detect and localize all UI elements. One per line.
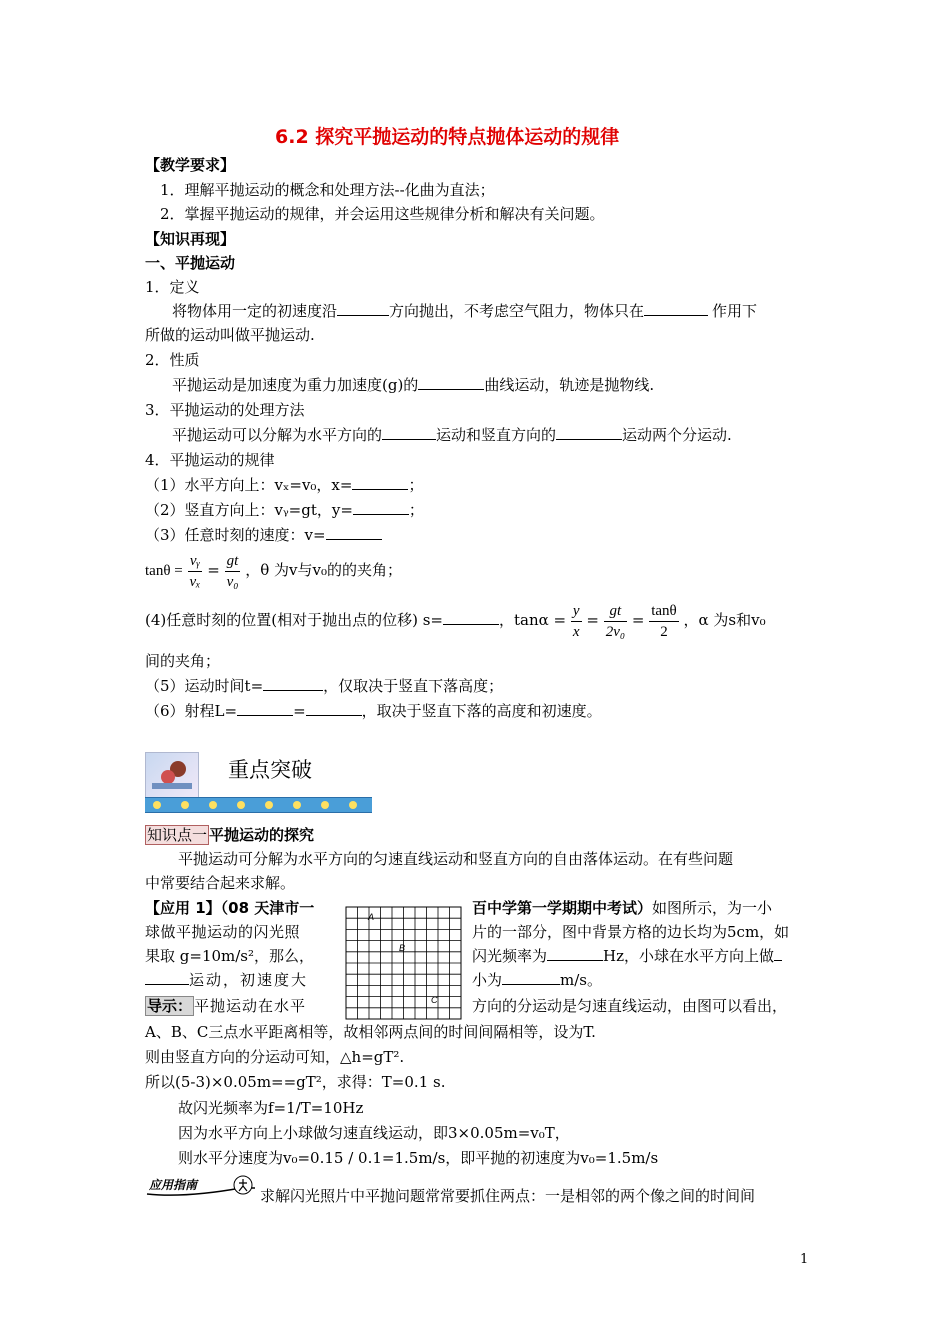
- tan-lhs: tanθ =: [145, 563, 183, 579]
- law-1-end: ；: [408, 476, 424, 494]
- blank: [443, 610, 499, 625]
- blank: [145, 970, 189, 985]
- solution-line: 因为水平方向上小球做匀速直线运动，即3×0.05m=v₀T，: [178, 1124, 570, 1142]
- law-1-text: （1）水平方向上：vₓ=v₀，x=: [145, 476, 353, 494]
- denominator: v₀: [226, 573, 239, 590]
- def-line: [172, 301, 757, 321]
- blank: [326, 525, 382, 540]
- law-5-text-a: （5）运动时间t=: [145, 677, 264, 695]
- app-line-5-left: [145, 996, 306, 1016]
- law-6: [145, 701, 602, 721]
- denominator: 2v₀: [605, 623, 626, 640]
- app-line-5-right: 方向的分运动是匀速直线运动，由图可以看出，: [472, 997, 788, 1015]
- app-text: m/s。: [560, 971, 602, 989]
- numerator: gt: [604, 601, 627, 622]
- blank: [547, 946, 603, 961]
- kp-title: 平抛运动的探究: [209, 826, 315, 844]
- app-line-2-left: 球做平抛运动的闪光照: [145, 923, 301, 941]
- tip-badge-text: 应用指南: [149, 1178, 198, 1192]
- prop-line: [172, 375, 654, 395]
- section-heading: 一、平抛运动: [145, 254, 236, 272]
- kp-paragraph-cont: 中常要结合起来求解。: [145, 874, 296, 892]
- app-text: 平抛运动在水平: [194, 997, 307, 1015]
- app-text: 如图所示，为一小: [652, 899, 773, 917]
- guide-tag: 导示：: [147, 997, 193, 1015]
- blank: [306, 701, 362, 716]
- app-line-1-left: [145, 898, 314, 918]
- banner-image: [145, 752, 199, 798]
- equals-sign: =: [586, 611, 599, 629]
- def-text-a: 将物体用一定的初速度沿: [172, 302, 338, 320]
- equals-sign: =: [207, 561, 220, 579]
- fraction: [649, 601, 679, 642]
- app-tag: 【应用 1】: [145, 899, 221, 917]
- law-4-text-a: (4)任意时刻的位置(相对于抛出点的位移) s=: [145, 611, 443, 629]
- app-text: 闪光频率为: [472, 947, 548, 965]
- page-title: 6.2 探究平抛运动的特点抛体运动的规律: [275, 126, 620, 148]
- fraction: [571, 601, 582, 642]
- law-3: [145, 525, 382, 545]
- grid-label-c: C: [431, 995, 438, 1005]
- app-line-4-right: [472, 970, 602, 990]
- blank: [556, 425, 622, 440]
- teaching-req-heading: 【教学要求】: [145, 156, 236, 174]
- blank: [237, 701, 293, 716]
- numerator: vᵧ: [188, 551, 203, 572]
- method-text-a: 平抛运动可以分解为水平方向的: [172, 426, 383, 444]
- teaching-req-item: 2．掌握平抛运动的规律，并会运用这些规律分析和解决有关问题。: [160, 205, 605, 223]
- guide-badge-icon: [145, 1174, 257, 1198]
- def-line-2: 所做的运动叫做平抛运动.: [145, 326, 315, 344]
- method-text-c: 运动两个分运动.: [622, 426, 732, 444]
- law-6-equals: =: [293, 702, 306, 720]
- law-2-end: ；: [408, 501, 424, 519]
- law-4: [145, 600, 766, 642]
- numerator: gt: [225, 551, 241, 572]
- denominator: vₓ: [189, 573, 201, 590]
- grid-figure: [345, 906, 462, 1020]
- star-icons: [145, 798, 372, 812]
- blank: [353, 500, 409, 515]
- kp-tag: 知识点一: [147, 826, 208, 844]
- blank: [502, 970, 560, 985]
- solution-line: 所以(5-3)×0.05m==gT²，求得：T=0.1 s.: [145, 1073, 446, 1091]
- focus-heading: 重点突破: [228, 758, 312, 782]
- tip-badge: [145, 1174, 257, 1198]
- method-text-b: 运动和竖直方向的: [436, 426, 557, 444]
- prop-text-a: 平抛运动是加速度为重力加速度(g)的: [172, 376, 419, 394]
- knowledge-heading: 【知识再现】: [145, 230, 236, 248]
- law-3-text: （3）任意时刻的速度：v=: [145, 526, 326, 544]
- law-4-text-c: ，α 为s和v₀: [683, 611, 766, 629]
- law-4-cont: 间的夹角；: [145, 652, 221, 670]
- teaching-req-item: 1．理解平抛运动的概念和处理方法--化曲为直法；: [160, 181, 495, 199]
- solution-line: A、B、C三点水平距离相等，故相邻两点间的时间间隔相等，设为T.: [145, 1023, 596, 1041]
- app-line-2-right: 片的一部分，图中背景方格的边长均为5cm，如: [472, 923, 790, 941]
- law-5: [145, 676, 503, 696]
- illustration-icon: [146, 753, 198, 797]
- method-label: 3．平抛运动的处理方法: [145, 401, 305, 419]
- grid-label-b: B: [399, 943, 406, 953]
- blank: [263, 676, 323, 691]
- prop-label: 2．性质: [145, 351, 200, 369]
- denominator: 2: [660, 623, 668, 640]
- flash-photo-grid: [345, 906, 462, 1020]
- blank: [382, 425, 436, 440]
- kp-paragraph: 平抛运动可分解为水平方向的匀速直线运动和竖直方向的自由落体运动。在有些问题: [178, 850, 734, 868]
- blank: [774, 946, 782, 961]
- law-6-text-a: （6）射程L=: [145, 702, 238, 720]
- app-text: 小为: [472, 971, 503, 989]
- knowledge-point-title: [145, 825, 314, 845]
- solution-line: 则水平分速度为v₀=0.15 / 0.1=1.5m/s，即平抛的初速度为v₀=1.5m/s: [178, 1149, 659, 1167]
- method-line: [172, 425, 732, 445]
- blank: [337, 301, 389, 316]
- app-text: Hz，小球在水平方向上做: [603, 947, 775, 965]
- prop-text-b: 曲线运动，轨迹是抛物线.: [484, 376, 655, 394]
- numerator: tanθ: [649, 601, 679, 622]
- app-line-1-right: [472, 898, 772, 918]
- blank: [352, 475, 408, 490]
- tip-text: 求解闪光照片中平抛问题常常要抓住两点：一是相邻的两个像之间的时间间: [260, 1187, 756, 1205]
- app-source-a: （08 天津市一: [220, 899, 315, 917]
- def-text-b: 方向抛出，不考虑空气阻力，物体只在: [389, 302, 645, 320]
- app-text: 运动，初速度大: [189, 971, 309, 989]
- denominator: x: [572, 623, 580, 640]
- solution-line: 则由竖直方向的分运动可知，△h=gT².: [145, 1048, 405, 1066]
- law-1: [145, 475, 423, 495]
- def-label: 1．定义: [145, 278, 200, 296]
- solution-line: 故闪光频率为f=1/T=10Hz: [178, 1099, 364, 1117]
- tan-theta-formula: [145, 550, 402, 592]
- app-line-4-left: [145, 970, 308, 990]
- law-label: 4．平抛运动的规律: [145, 451, 275, 469]
- law-2: [145, 500, 424, 520]
- page-number: 1: [800, 1252, 809, 1267]
- tan-note: ，θ 为v与v₀的的夹角；: [245, 561, 402, 579]
- numerator: y: [571, 601, 582, 622]
- fraction: [188, 551, 203, 592]
- blank: [644, 301, 708, 316]
- def-text-c: 作用下: [712, 302, 758, 320]
- app-source-b: 百中学第一学期期中考试）: [472, 899, 653, 917]
- decorative-star-strip: [145, 797, 372, 813]
- law-4-text-b: ，tanα =: [499, 611, 567, 629]
- blank: [418, 375, 484, 390]
- app-line-3-left: 果取 g=10m/s²，那么，: [145, 947, 315, 965]
- grid-label-a: A: [368, 912, 375, 922]
- law-6-text-c: ，取决于竖直下落的高度和初速度。: [361, 702, 602, 720]
- fraction: [225, 551, 241, 592]
- app-line-3-right: [472, 946, 782, 966]
- fraction: [604, 601, 627, 642]
- law-5-text-b: ，仅取决于竖直下落高度；: [323, 677, 504, 695]
- equals-sign: =: [631, 611, 645, 629]
- law-2-text: （2）竖直方向上：vᵧ=gt，y=: [145, 501, 353, 519]
